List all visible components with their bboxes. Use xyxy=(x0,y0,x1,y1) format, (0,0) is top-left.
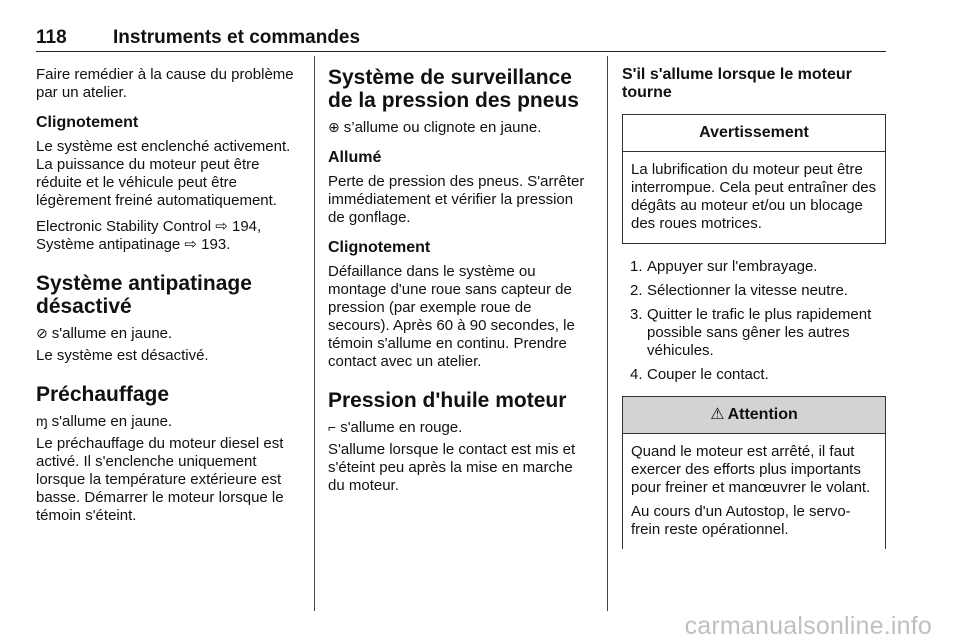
blink-heading: Clignotement xyxy=(36,114,139,131)
column-right xyxy=(622,66,886,559)
column-divider xyxy=(607,56,608,611)
preheating-line xyxy=(36,412,298,431)
tpms-line xyxy=(328,118,592,137)
glow-plug-icon: ɱ xyxy=(36,413,48,429)
tpms-blink-heading: Clignotement xyxy=(328,239,431,256)
list-item: 1. Appuyer sur l'embrayage. xyxy=(630,258,818,275)
preheating-paragraph: Le préchauffage du moteur diesel est activé. Il s'enclenche uniquement lorsque la température extérieure est basse. Démarrer le moteur lorsque le témoin s'éteint. xyxy=(36,435,284,524)
traction-off-icon: ⊘ xyxy=(36,325,48,341)
oil-status: s'allume en rouge. xyxy=(340,419,463,436)
steps-list xyxy=(622,258,886,384)
on-paragraph: Perte de pression des pneus. S'arrêter immédiatement et vérifier la pression de gonflage. xyxy=(328,173,585,226)
attention-box xyxy=(622,396,886,549)
blink-paragraph: Le système est enclenché activement. La puissance du moteur peut être réduite et le véhicule peut être légèrement freiné automatiquement. xyxy=(36,138,291,209)
oil-line xyxy=(328,418,592,437)
engine-running-heading: S'il s'allume lorsque le moteur tourne xyxy=(622,66,852,101)
preheating-heading: Préchauffage xyxy=(36,383,170,406)
tpms-status: s’allume ou clignote en jaune. xyxy=(343,119,542,136)
tpms-heading: Système de surveillance de la pression des pneus xyxy=(328,66,579,112)
intro-paragraph: Faire remédier à la cause du problème par un atelier. xyxy=(36,66,294,101)
list-item: 3. Quitter le trafic le plus rapidement possible sans gêner les autres véhicules. xyxy=(630,306,872,359)
attention-paragraph: Au cours d'un Autostop, le servo-frein reste opérationnel. xyxy=(631,503,851,538)
oil-can-icon: ⌐ xyxy=(328,419,337,435)
attention-title: Attention xyxy=(727,406,798,423)
on-heading: Allumé xyxy=(328,149,382,166)
oil-pressure-heading: Pression d'huile moteur xyxy=(328,389,567,412)
tpms-blink-paragraph: Défaillance dans le système ou montage d'une roue sans capteur de pression (par exemple roue de secours). Après 60 à 90 secondes, le témoin s'allume en continu. Prendre contact avec un atelier. xyxy=(328,263,575,370)
traction-control-line xyxy=(36,324,298,343)
watermark: carmanualsonline.info xyxy=(684,612,932,640)
oil-paragraph: S'allume lorsque le contact est mis et s'éteint peu après la mise en marche du moteur. xyxy=(328,441,576,494)
traction-control-paragraph: Le système est désactivé. xyxy=(36,347,209,364)
list-item: 2. Sélectionner la vitesse neutre. xyxy=(630,282,848,299)
column-middle xyxy=(328,66,592,503)
page-number: 118 xyxy=(36,27,67,48)
reference-links: Electronic Stability Control ⇨ 194, Système antipatinage ⇨ 193. xyxy=(36,218,262,253)
warning-box xyxy=(622,114,886,244)
column-divider xyxy=(314,56,315,611)
page-title: Instruments et commandes xyxy=(113,27,361,48)
warning-triangle-icon: ⚠ xyxy=(710,406,725,423)
warning-title: Avertissement xyxy=(623,115,885,152)
list-item: 4. Couper le contact. xyxy=(630,366,769,383)
attention-header xyxy=(623,397,885,434)
warning-text: La lubrification du moteur peut être interrompue. Cela peut entraîner des dégâts au moteur et/ou un blocage des roues motrices. xyxy=(631,161,877,232)
preheating-status: s'allume en jaune. xyxy=(51,413,173,430)
tire-pressure-icon: ⊕ xyxy=(328,119,340,135)
traction-control-status: s'allume en jaune. xyxy=(51,325,173,342)
traction-control-heading: Système antipatinage désactivé xyxy=(36,272,252,318)
column-left xyxy=(36,66,298,533)
page-header xyxy=(36,27,886,52)
attention-paragraph: Quand le moteur est arrêté, il faut exercer des efforts plus importants pour freiner et manœuvrer le volant. xyxy=(631,443,871,496)
